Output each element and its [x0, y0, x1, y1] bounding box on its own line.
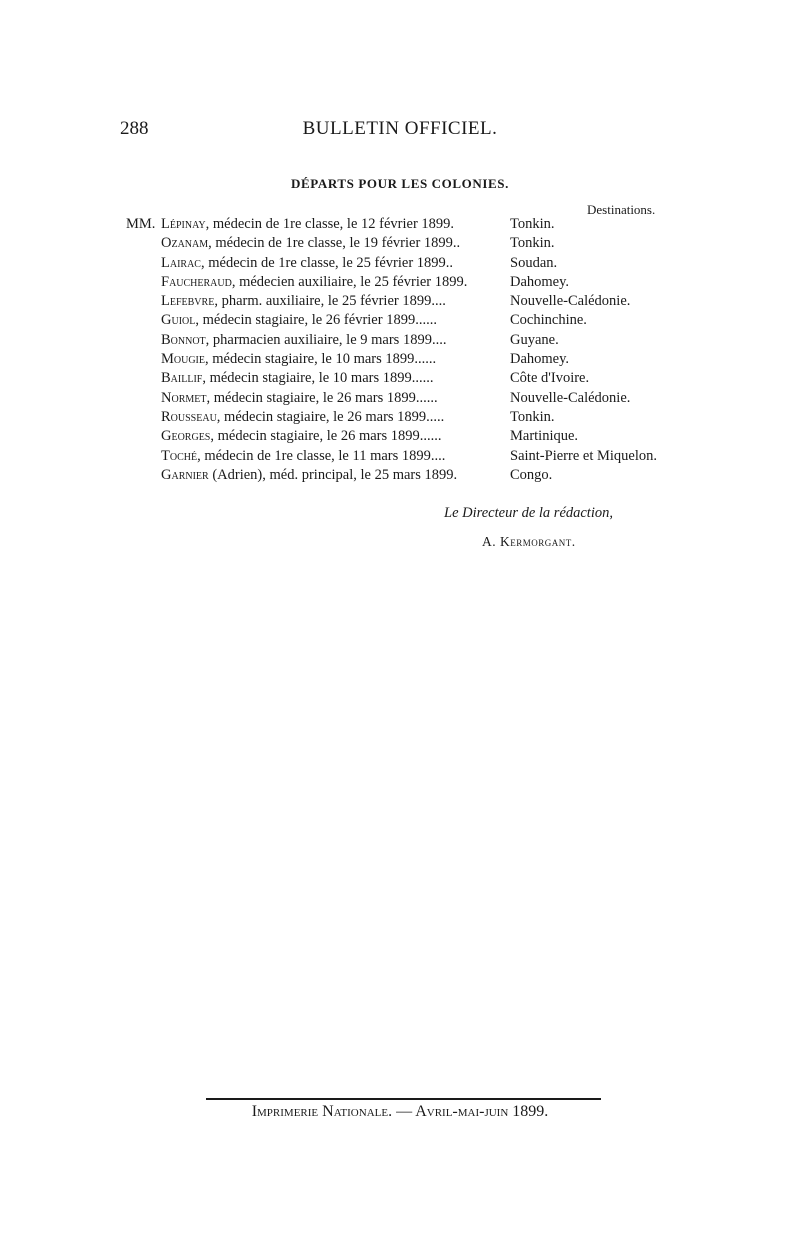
entry-details: , pharmacien auxiliaire, le 9 mars 1899.... — [205, 331, 447, 348]
list-item — [126, 466, 726, 485]
entry-name: Ozanam — [161, 235, 209, 252]
entry-destination: Saint-Pierre et Miquelon. — [510, 447, 657, 464]
entry-details: , médecin stagiaire, le 26 mars 1899...... — [206, 389, 438, 406]
list-item — [126, 350, 726, 369]
entry-name: Normet — [161, 389, 207, 406]
entry-name: Toché — [161, 447, 198, 464]
list-item — [126, 273, 726, 292]
entry-details: , médecin stagiaire, le 26 mars 1899...... — [210, 428, 442, 445]
entry-details: , médecin stagiaire, le 26 mars 1899..... — [216, 408, 445, 425]
entry-destination: Nouvelle-Calédonie. — [510, 389, 631, 406]
entry-prefix: MM. — [126, 216, 156, 232]
list-item — [126, 254, 726, 273]
list-item — [126, 389, 726, 408]
list-item — [126, 311, 726, 330]
page-number: 288 — [120, 118, 149, 139]
departures-list — [126, 215, 726, 485]
list-item — [126, 331, 726, 350]
entry-details: , médecin stagiaire, le 10 mars 1899...... — [205, 351, 437, 368]
entry-name: Faucheraud — [161, 273, 232, 290]
list-item — [126, 447, 726, 466]
footer-rule — [206, 1098, 601, 1100]
destinations-heading: Destinations. — [587, 202, 656, 217]
entry-details: , médecin de 1re classe, le 11 mars 1899.... — [197, 447, 446, 464]
signature-title: Le Directeur de la rédaction, — [444, 505, 613, 521]
entry-name: Bonnot — [161, 331, 206, 348]
printer-footer: Imprimerie Nationale. — Avril-mai-juin 1899. — [251, 1103, 549, 1120]
entry-name: Mougie — [161, 351, 205, 368]
entry-destination: Tonkin. — [510, 408, 555, 425]
entry-destination: Dahomey. — [510, 273, 570, 290]
entry-destination: Martinique. — [510, 428, 579, 445]
entry-destination: Tonkin. — [510, 216, 555, 232]
entry-destination: Côte d'Ivoire. — [510, 370, 590, 387]
entry-name: Guiol — [161, 312, 196, 329]
entry-details: , médecin stagiaire, le 26 février 1899...... — [195, 312, 437, 329]
entry-destination: Guyane. — [510, 331, 559, 348]
entry-name: Lefebvre — [161, 293, 215, 310]
entry-destination: Congo. — [510, 466, 553, 483]
entry-destination: Cochinchine. — [510, 312, 587, 329]
entry-details: , médecin stagiaire, le 10 mars 1899...... — [202, 370, 434, 387]
list-item — [126, 234, 726, 253]
entry-destination: Soudan. — [510, 254, 558, 271]
list-item — [126, 292, 726, 311]
list-item — [126, 369, 726, 388]
entry-name: Georges — [161, 428, 211, 445]
list-item — [126, 215, 726, 234]
entry-details: , médecin de 1re classe, le 19 février 1899.. — [208, 235, 461, 252]
signature-name: A. Kermorgant. — [482, 534, 576, 549]
entry-name: Rousseau — [161, 408, 217, 425]
entry-name: Lépinay — [161, 216, 206, 232]
page-header — [120, 118, 680, 148]
list-item — [126, 427, 726, 446]
entry-name: Lairac — [161, 254, 201, 271]
list-item — [126, 408, 726, 427]
entry-details: (Adrien), méd. principal, le 25 mars 1899. — [208, 466, 458, 483]
entry-details: , médecin de 1re classe, le 25 février 1899.. — [200, 254, 454, 271]
entry-details: , pharm. auxiliaire, le 25 février 1899.... — [214, 293, 446, 310]
running-title: BULLETIN OFFICIEL. — [302, 118, 498, 139]
entry-destination: Tonkin. — [510, 235, 555, 252]
entry-details: , médecien auxiliaire, le 25 février 1899. — [231, 273, 468, 290]
entry-destination: Dahomey. — [510, 351, 570, 368]
entry-destination: Nouvelle-Calédonie. — [510, 293, 631, 310]
entry-details: , médecin de 1re classe, le 12 février 1899. — [205, 216, 455, 232]
entry-name: Garnier — [161, 466, 209, 483]
section-title: DÉPARTS POUR LES COLONIES. — [291, 176, 509, 191]
entry-name: Baillif — [161, 370, 203, 387]
